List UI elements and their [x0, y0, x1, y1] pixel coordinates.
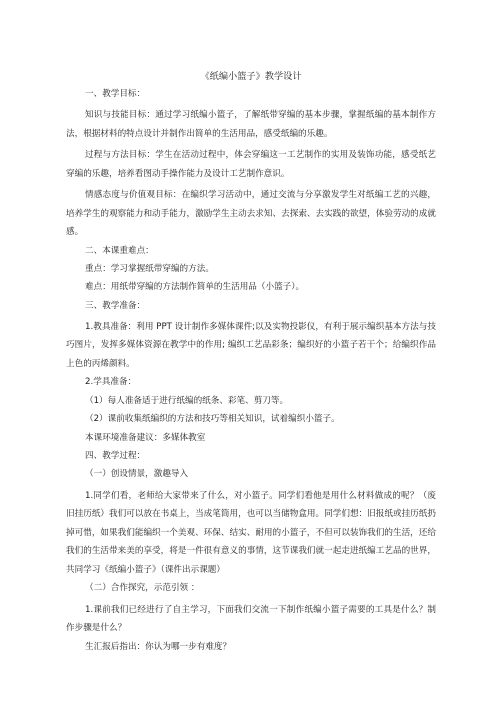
line-step2-note: 生汇报后指出：你认为哪一步有难度？: [85, 641, 232, 652]
line-student-prep-item-1: （1）每人准备适于进行纸编的纸条、彩笔、剪刀等。: [85, 395, 289, 406]
line-student-prep-item-2: （2）课前收集纸编织的方法和技巧等相关知识，试着编织小篮子。: [85, 414, 340, 424]
paragraph-step2: 1.课前我们已经进行了自主学习，下面我们交流一下制作纸编小篮子需要的工具是什么？制作步骤是什么？: [66, 604, 436, 633]
line-student-prep-heading: 2.学具准备：: [85, 377, 137, 387]
step2-heading: （二）合作探究，示范引领 ：: [85, 583, 200, 593]
section-heading-process: 四、教学过程：: [85, 451, 146, 461]
paragraph-process-goal: 过程与方法目标：学生在活动过程中，体会穿编这一工艺制作的实用及装饰功能，感受纸艺穿编的乐趣，培养看图动手操作能力及设计工艺制作意识。: [66, 150, 436, 179]
section-heading-keypoints: 二、本课重难点：: [85, 245, 154, 256]
step1-heading: （一）创设情景，激趣导入: [85, 469, 189, 479]
paragraph-step1: 1.同学们看，老师给大家带来了什么，对小篮子。同学们看他是用什么材料做成的呢？（废旧挂历纸）我们可以放在书桌上，当成笔筒用，也可以当储物盒用。同学们想：旧报纸或挂历纸扔掉可惜，如果我们能编织一个美观、环保、结实、耐用的小篮子，不但可以装饰我们的生活，还给我们的生活带来美的享受，将是一件很有意义的事情，这节课我们就一起走进纸编工艺品的世界，共同学习《纸编小篮子》（课件出示课题）: [66, 490, 436, 575]
section-heading-goals: 一、教学目标：: [85, 89, 146, 99]
paragraph-emotion-goal: 情感态度与价值观目标：在编织学习活动中，通过交流与分享激发学生对纸编工艺的兴趣，培养学生的观察能力和动手能力，激励学生主动去求知、去探索、去实践的欲望，体验劳动的成就感。: [66, 190, 436, 237]
section-heading-preparation: 三、教学准备：: [85, 300, 146, 311]
document-title: 《纸编小篮子》教学设计: [200, 71, 302, 82]
line-environment: 本课环境准备建议：多媒体教室: [85, 432, 206, 443]
paragraph-teacher-prep: 1.教具准备：利用 PPT 设计制作多媒体课件;以及实物投影仪，有利于展示编织基本方法与技巧图片，发挥多媒体资源在教学中的作用; 编织工艺品彩条；编织好的小篮子若干个；给编织作品上色的丙烯颜料。: [66, 321, 436, 369]
document-body: [66, 70, 436, 659]
line-difficulty: 难点：用纸带穿编的方法制作简单的生活用品（小篮子）。: [85, 282, 305, 292]
paragraph-knowledge-goal: 知识与技能目标：通过学习纸编小篮子，了解纸带穿编的基本步骤，掌握纸编的基本制作方法，根据材料的特点设计并制作出简单的生活用品，感受纸编的乐趣。: [66, 110, 436, 139]
line-focus: 重点：学习掌握纸带穿编的方法。: [85, 263, 214, 274]
